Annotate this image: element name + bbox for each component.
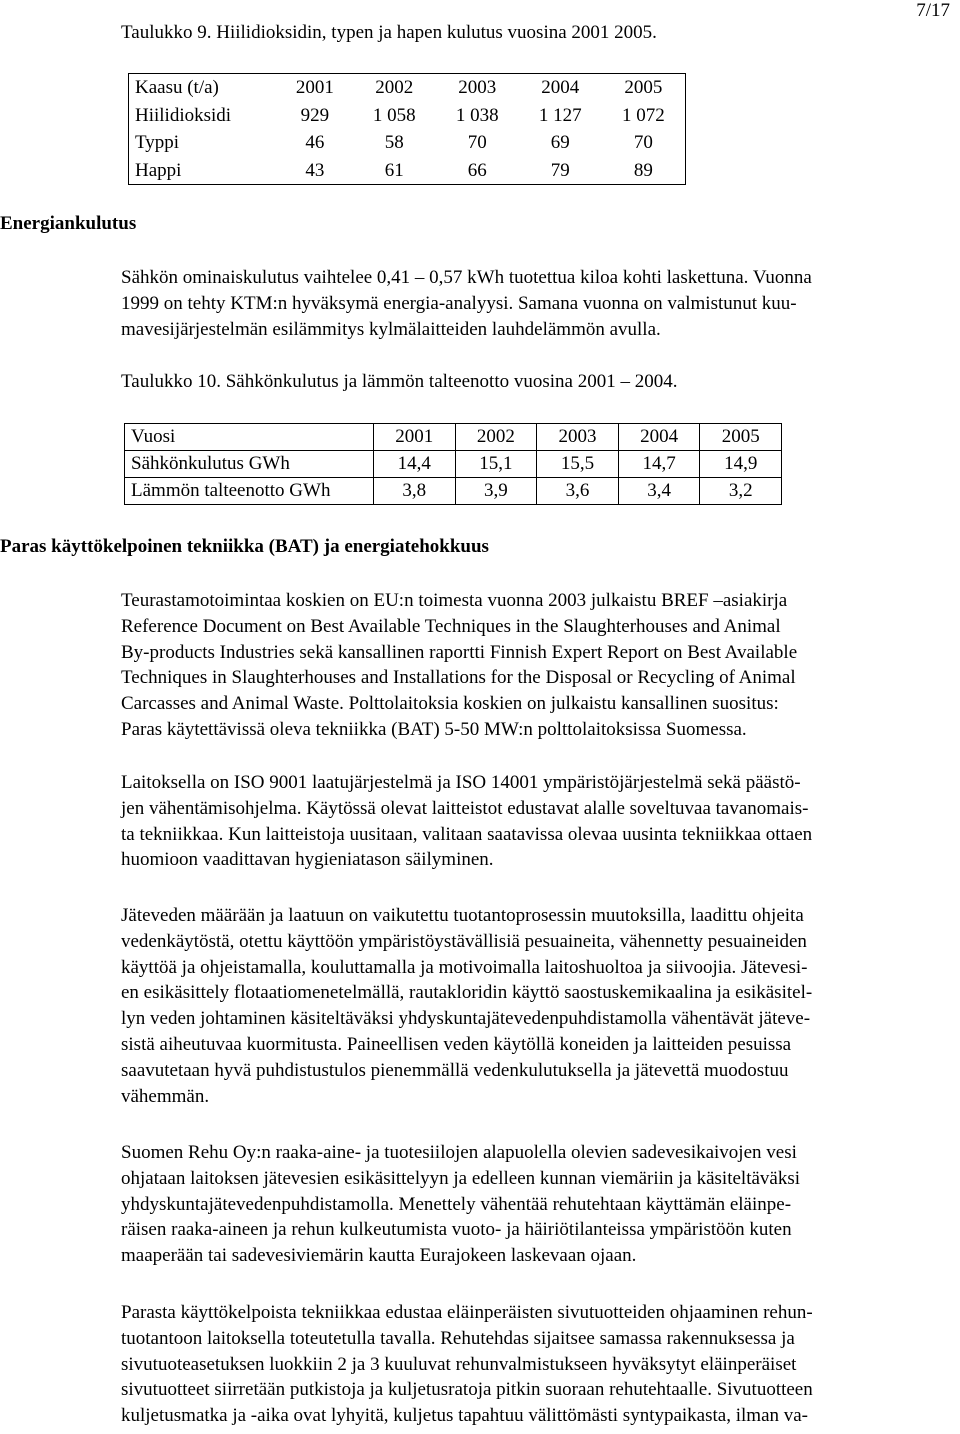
table-cell: 2001 <box>295 77 334 98</box>
text-line: räisen raaka-aineen ja rehun kulkeutumista vuoto- ja häiriötilanteissa ympäristöön kuten <box>121 1219 792 1241</box>
section-heading-bat: Paras käyttökelpoinen tekniikka (BAT) ja energiatehokkuus <box>0 536 489 557</box>
bat-paragraph-5 <box>121 1300 959 1429</box>
text-line: Reference Document on Best Available Techniques in the Slaughterhouses and Animal <box>121 615 781 637</box>
table-cell: 1 127 <box>538 104 582 126</box>
text-line: sistä aiheutuvaa kuormitusta. Paineellisen veden käytöllä koneiden ja laitteiden pesuissa <box>121 1033 792 1055</box>
table-cell: 2004 <box>541 77 580 98</box>
table-cell: 14,7 <box>618 451 700 478</box>
table-cell: 2002 <box>455 424 537 451</box>
table-row <box>129 102 686 130</box>
text-line: Jäteveden määrään ja laatuun on vaikutettu tuotantoprosessin muutoksilla, laadittu ohjeita <box>121 905 804 926</box>
table-cell: 70 <box>633 132 653 153</box>
table-cell: 3,6 <box>537 478 619 505</box>
text-line: kuljetusmatka ja -aika ovat lyhyitä, kuljetus tapahtuu välittömästi syntypaikasta, ilman va- <box>121 1405 809 1427</box>
table-cell: 15,5 <box>537 451 619 478</box>
table10 <box>124 423 782 505</box>
text-line: By-products Industries sekä kansallinen raportti Finnish Expert Report on Best Available <box>121 641 798 663</box>
table-cell: 89 <box>633 159 653 181</box>
text-line: tuotantoon laitoksella toteutetulla tavalla. Rehutehdas sijaitsee samassa rakennuksessa ja <box>121 1327 795 1349</box>
text-line: sivutuotteet siirretään putkistoja ja kuljetusratoja pitkin suoraan rehutehtaalle. Sivutuotteen <box>121 1379 813 1401</box>
table-cell: 58 <box>384 132 404 153</box>
table-cell: 2005 <box>624 77 663 98</box>
bat-paragraph-4 <box>121 1140 959 1269</box>
text-line: Techniques in Slaughterhouses and Installations for the Disposal or Recycling of Animal <box>121 667 796 689</box>
text-line: yhdyskuntajätevedenpuhdistamolla. Menettely vähentää rehutehtaan käyttämän eläinpe- <box>121 1193 792 1215</box>
table-cell: 2004 <box>618 424 700 451</box>
table-cell: Sähkönkulutus GWh <box>125 451 374 478</box>
bat-paragraph-2 <box>121 770 959 873</box>
text-line: Suomen Rehu Oy:n raaka-aine- ja tuotesiilojen alapuolella olevien sadevesikaivojen vesi <box>121 1142 797 1163</box>
table9 <box>128 73 686 185</box>
text-line: sivutuoteasetuksen luokkiin 2 ja 3 kuuluvat rehunvalmistukseen hyväksytyt eläinperäiset <box>121 1353 797 1375</box>
table-cell: 2005 <box>700 424 782 451</box>
table-cell: 3,8 <box>374 478 456 505</box>
table-cell: 1 072 <box>621 104 665 126</box>
table-cell: 70 <box>467 132 487 153</box>
table-cell: 61 <box>384 159 404 181</box>
text-line: 1999 on tehty KTM:n hyväksymä energia-analyysi. Samana vuonna on valmistunut kuu- <box>121 292 797 314</box>
table-row <box>129 157 686 185</box>
text-line: Paras käytettävissä oleva tekniikka (BAT) 5-50 MW:n polttolaitoksissa Suomessa. <box>121 718 747 740</box>
table-cell: 43 <box>305 159 325 181</box>
text-line: Teurastamotoimintaa koskien on EU:n toimesta vuonna 2003 julkaistu BREF –asiakirja <box>121 590 788 611</box>
table-cell: Lämmön talteenotto GWh <box>125 478 374 505</box>
text-line: Sähkön ominaiskulutus vaihtelee 0,41 – 0,57 kWh tuotettua kiloa kohti laskettuna. Vuonna <box>121 267 812 288</box>
table-cell: Kaasu (t/a) <box>135 77 219 98</box>
text-line: Parasta käyttökelpoista tekniikkaa edustaa eläinperäisten sivutuotteiden ohjaaminen rehun- <box>121 1302 813 1323</box>
table-cell: 1 038 <box>455 104 499 126</box>
text-line: käyttöä ja ohjeistamalla, kouluttamalla ja motivoimalla laitoshuoltoa ja siivoojia. Jätevesi- <box>121 956 808 978</box>
table-row <box>129 129 686 157</box>
table-cell: 2001 <box>374 424 456 451</box>
text-line: Laitoksella on ISO 9001 laatujärjestelmä ja ISO 14001 ympäristöjärjestelmä sekä päästö- <box>121 772 801 793</box>
table-cell: 46 <box>305 132 325 153</box>
text-line: vedenkäytöstä, otettu käyttöön ympäristöystävällisiä pesuaineita, vähennetty pesuaineiden <box>121 930 807 952</box>
text-line: lyn veden johtaminen käsiteltäväksi yhdyskuntajätevedenpuhdistamolla vähentävät jäteve- <box>121 1008 811 1030</box>
table-cell: 69 <box>550 132 570 153</box>
text-line: Carcasses and Animal Waste. Polttolaitoksia koskien on julkaistu kansallinen suositus: <box>121 693 779 715</box>
table9-caption: Taulukko 9. Hiilidioksidin, typen ja hapen kulutus vuosina 2001 2005. <box>121 22 657 43</box>
text-line: en esikäsittely flotaatiomenetelmällä, rautakloridin käyttö saostuskemikaalina ja esikäsitel- <box>121 982 813 1004</box>
table-cell: 3,4 <box>618 478 700 505</box>
table-cell: 66 <box>467 159 487 181</box>
page-number: 7/17 <box>916 0 950 21</box>
section-heading-energy: Energiankulutus <box>0 213 137 234</box>
table-cell: 2003 <box>458 77 497 98</box>
table-cell: 14,9 <box>700 451 782 478</box>
table-row <box>125 451 782 478</box>
table-cell: 15,1 <box>455 451 537 478</box>
table-cell: 929 <box>300 104 330 126</box>
table-cell: 14,4 <box>374 451 456 478</box>
text-line: jen vähentämisohjelma. Käytössä olevat laitteistot edustavat alalle soveltuvaa tavanomais- <box>121 797 809 819</box>
text-line: vähemmän. <box>121 1085 210 1107</box>
table-cell: 79 <box>550 159 570 181</box>
bat-paragraph-3 <box>121 903 959 1109</box>
text-line: ohjataan laitoksen jätevesien esikäsittelyyn ja edelleen kunnan viemäriin ja käsiteltäväksi <box>121 1167 801 1189</box>
text-line: mavesijärjestelmän esilämmitys kylmälaitteiden lauhdelämmön avulla. <box>121 318 661 340</box>
table-row <box>125 478 782 505</box>
table10-caption: Taulukko 10. Sähkönkulutus ja lämmön talteenotto vuosina 2001 – 2004. <box>121 371 678 392</box>
table-cell: 1 058 <box>372 104 416 126</box>
text-line: saavutetaan hyvä puhdistustulos pienemmällä vedenkulutuksella ja jätevettä muodostuu <box>121 1059 789 1081</box>
table-cell: Vuosi <box>125 424 374 451</box>
table-cell: 2003 <box>537 424 619 451</box>
table-cell: Hiilidioksidi <box>135 104 232 126</box>
table-cell: Happi <box>135 159 182 181</box>
energy-paragraph <box>121 265 959 342</box>
table10-header-row <box>125 424 782 451</box>
table9-header-row <box>129 74 686 102</box>
text-line: maaperään tai sadevesiviemärin kautta Eurajokeen laskevaan ojaan. <box>121 1245 637 1267</box>
table-cell: 3,2 <box>700 478 782 505</box>
table-cell: Typpi <box>135 132 180 153</box>
text-line: huomioon vaadittavan hygieniatason säilyminen. <box>121 849 494 871</box>
text-line: ta tekniikkaa. Kun laitteistoja uusitaan, valitaan saatavissa olevaa uusinta tekniikkaa ottaen <box>121 823 813 845</box>
table-cell: 3,9 <box>455 478 537 505</box>
table-cell: 2002 <box>375 77 414 98</box>
bat-paragraph-1 <box>121 588 959 743</box>
